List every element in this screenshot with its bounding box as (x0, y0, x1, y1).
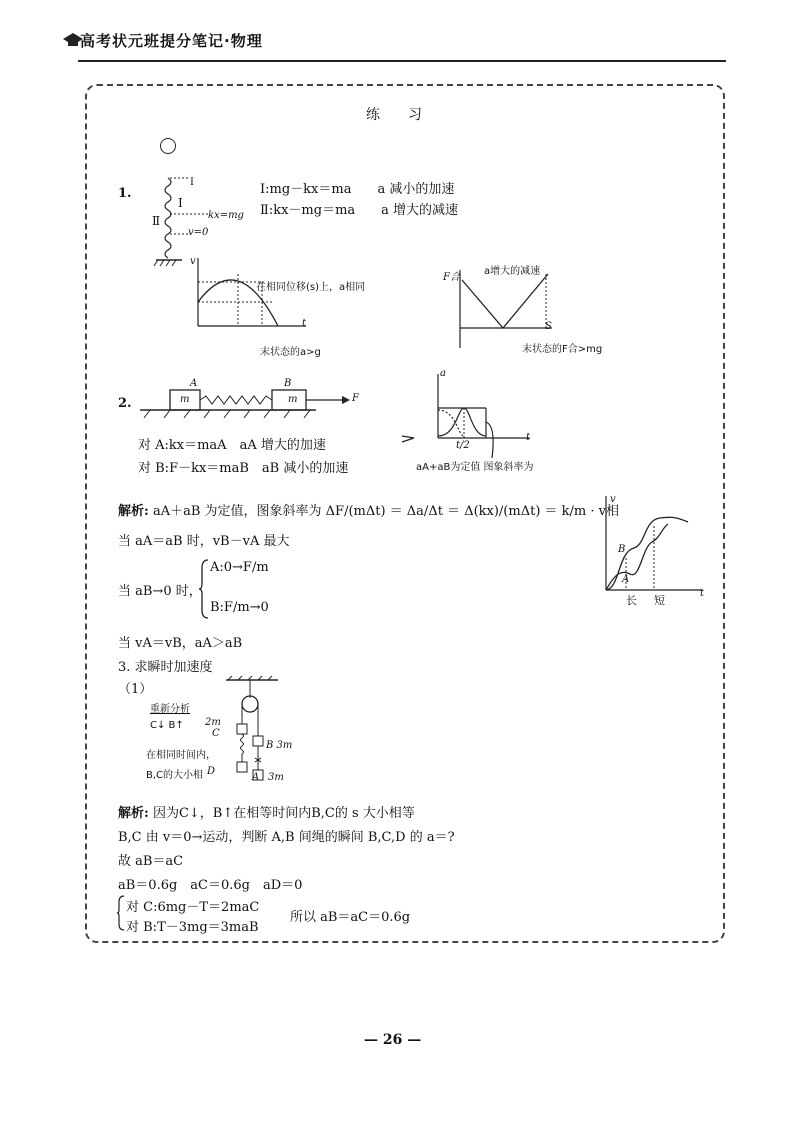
block-B-mass: m (288, 394, 298, 405)
problem-2-number: 2. (118, 396, 132, 411)
p2-line-2: 对 B:F－kx＝maB aB 减小的加速 (138, 461, 349, 476)
p1-equation-2: Ⅱ:kx－mg＝ma a 增大的减速 (260, 203, 459, 218)
g3-a-axis-label: a (440, 368, 446, 379)
p1-equation-1: Ⅰ:mg－kx＝ma a 减小的加速 (260, 182, 455, 197)
header-title: 高考状元班提分笔记·物理 (80, 32, 263, 50)
p3-system-eq-2: 对 B:T－3mg＝3maB (126, 920, 259, 935)
g1-note: 在相同位移(s)上，a相同 (256, 282, 366, 293)
circle-marker (160, 138, 176, 154)
block-A-label: A (190, 378, 198, 389)
g3-t-axis-label: t (526, 432, 531, 443)
g3-half-t-label: t/2 (456, 440, 470, 451)
p2-branch-A: A:0→F/m (210, 560, 269, 575)
g2-S-axis-label: S (545, 321, 552, 332)
p3-note-4: B,C的大小相 (146, 770, 204, 781)
p2-branch-B: B:F/m→0 (210, 600, 269, 615)
system-brace-icon (116, 894, 126, 932)
g1-t-axis-label: t (302, 318, 307, 329)
label-kx: kx=mg (208, 210, 244, 221)
p3-result: 所以 aB＝aC＝0.6g (290, 910, 411, 925)
force-F-label: F (352, 393, 359, 404)
g2-F-axis-label: F合 (443, 272, 460, 283)
p2-when-1: 当 aA＝aB 时，vB－vA 最大 (118, 534, 290, 549)
label-B3m: B 3m (266, 740, 293, 751)
label-C: C (212, 728, 220, 739)
label-2m: 2m (205, 717, 221, 728)
p2-analysis (118, 500, 618, 519)
block-A-mass: m (180, 394, 190, 405)
p2-line-1: 对 A:kx＝maA aA 增大的加速 (138, 438, 326, 453)
g3-caption: aA+aB为定值 图象斜率为 (416, 462, 534, 473)
g4-long-label: 长 (626, 594, 637, 607)
g1-caption: 末状态的a>g (260, 347, 321, 358)
section-title: 练 习 (366, 107, 422, 123)
g1-v-axis-label: v (190, 256, 196, 267)
blocks-spring-diagram (136, 384, 352, 420)
p3-analysis-line-1 (118, 802, 415, 821)
p3-note-3: 在相同时间内， (146, 750, 216, 761)
p3-analysis-text: 因为C↓，B↑在相等时间内B,C的 s 大小相等 (152, 806, 415, 821)
p3-analysis-label: 解析: (118, 806, 149, 821)
g2-title: a增大的减速 (484, 266, 541, 277)
p3-analysis-line-3: 故 aB＝aC (118, 854, 184, 869)
g2-caption: 末状态的F合>mg (522, 344, 603, 355)
p3-subitem: （1） (118, 682, 153, 697)
p2-when-2: 当 aB→0 时， (118, 584, 202, 599)
header-rule (78, 60, 726, 62)
p3-system-eq-1: 对 C:6mg－T＝2maC (126, 900, 260, 915)
g4-short-label: 短 (654, 594, 665, 607)
problem-1-number: 1. (118, 186, 132, 201)
p3-title: 3. 求瞬时加速度 (118, 660, 213, 675)
label-I-mid: I (178, 196, 183, 210)
label-I-top: I (190, 177, 194, 188)
p2-analysis-label: 解析: (118, 504, 149, 519)
label-v0: v=0 (188, 227, 209, 238)
brace-icon (198, 558, 210, 620)
p3-note-1: 重新分析 (150, 704, 190, 715)
page-number: — 26 — (364, 1032, 422, 1048)
g4-v-axis-label: v (610, 494, 616, 505)
v-t-curves-graph (596, 492, 708, 604)
g4-t-axis-label: t (700, 588, 705, 599)
label-D: D (207, 766, 216, 777)
v-t-graph (186, 254, 316, 338)
p3-note-2: C↓ B↑ (150, 720, 184, 731)
a-t-graph (400, 366, 540, 462)
label-II: Ⅱ (152, 214, 161, 228)
g4-A-label: A (622, 574, 630, 585)
pulley-diagram (220, 674, 284, 784)
g4-B-label: B (618, 544, 626, 555)
label-3m: 3m (268, 772, 284, 783)
p3-analysis-line-2: B,C 由 v＝0→运动，判断 A,B 间绳的瞬间 B,C,D 的 a＝? (118, 830, 455, 845)
p2-analysis-text: aA＋aB 为定值，图象斜率为 ΔF/(mΔt) ＝ Δa/Δt ＝ Δ(kx)/(mΔt) ＝ k/m · v相 (152, 504, 619, 519)
p2-when-3: 当 vA＝vB，aA＞aB (118, 636, 243, 651)
label-A: A (252, 772, 260, 783)
p3-analysis-line-4: aB＝0.6g aC＝0.6g aD＝0 (118, 878, 303, 893)
block-B-label: B (284, 378, 292, 389)
